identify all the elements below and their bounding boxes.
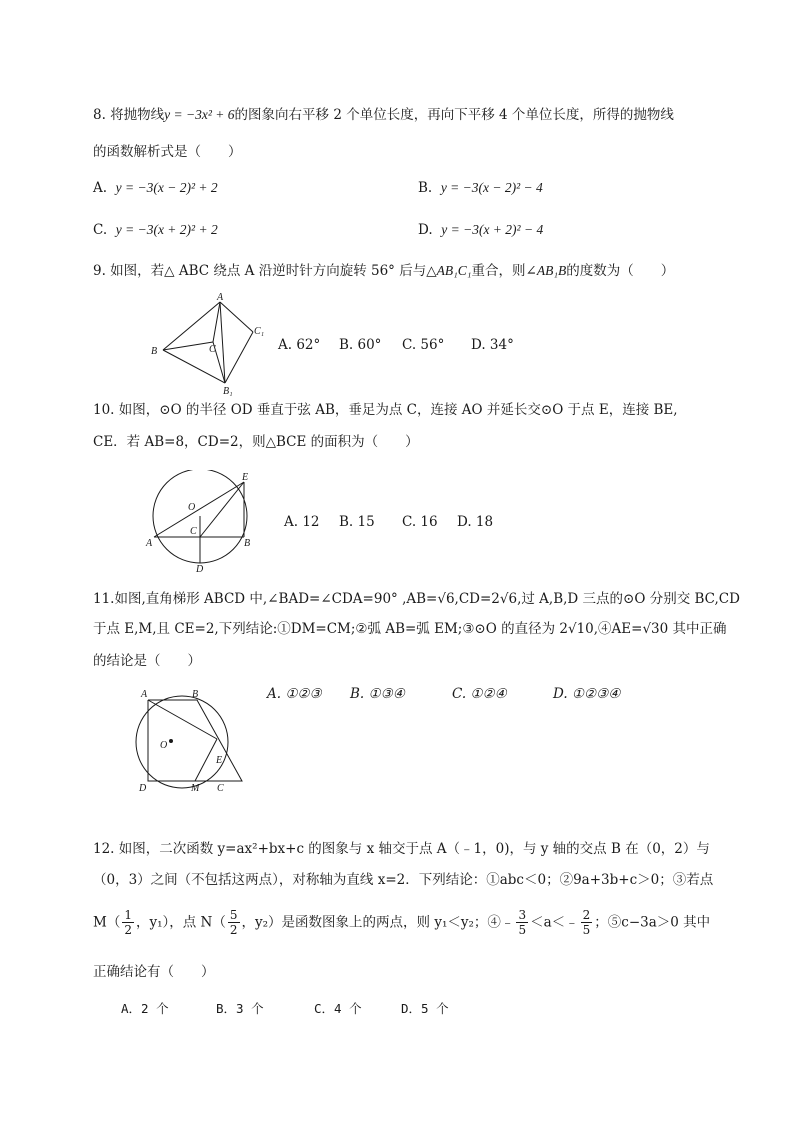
q11-option-c: C. ①②④ <box>452 686 507 702</box>
label-e: E <box>242 472 249 483</box>
q10-option-a: A. 12 <box>284 514 320 530</box>
q12-n-point: ，y₁），点 N（ <box>135 914 226 931</box>
option-letter: A. <box>93 180 108 196</box>
q8-option-b <box>418 180 543 196</box>
q8-option-a <box>93 180 218 196</box>
label-o: O <box>160 740 168 751</box>
q12-fraction: $\frac{3}{5}$ <box>518 908 527 938</box>
label-b: B <box>244 538 251 549</box>
option-letter: C. <box>93 222 108 238</box>
q12-line1: 12. 如图，二次函数 y=ax²+bx+c 的图象与 x 轴交于点 A（﹣1，0)，与 y 轴的交点 B 在（0，2）与 <box>93 841 710 857</box>
label-c: C <box>209 344 216 355</box>
label-a: A <box>141 689 148 700</box>
q12-line4: 正确结论有（ ） <box>93 964 215 980</box>
label-m: M <box>191 783 200 794</box>
q8-text-start: 8. 将抛物线 <box>93 107 165 123</box>
label-c1: C₁ <box>254 326 265 337</box>
q10-option-c: C. 16 <box>402 514 438 530</box>
label-d: D <box>139 783 147 794</box>
q8-option-d <box>418 222 543 238</box>
q10-line1: 10. 如图，⊙O 的半径 OD 垂直于弦 AB，垂足为点 C，连接 AO 并延长交⊙O 于点 E，连接 BE, <box>93 402 678 418</box>
q9-triangle: △AB₁C₁ <box>426 263 472 278</box>
q8-option-c <box>93 222 218 238</box>
q11-line1: 11.如图,直角梯形 ABCD 中,∠BAD=∠CDA=90° ,AB=√6,CD=2√6,过 A,B,D 三点的⊙O 分别交 BC,CD <box>93 591 740 607</box>
q9-text-c: 的度数为（ ） <box>566 263 675 279</box>
q12-option-c: C．4 个 <box>314 1001 362 1016</box>
q12-fraction: $\frac{1}{2}$ <box>124 908 132 938</box>
q11-option-b: B. ①③④ <box>350 686 405 702</box>
q12-conclusion3: ，y₂）是函数图象上的两点，则 y₁＜y₂；④﹣ <box>241 914 515 931</box>
q11-figure <box>135 685 250 795</box>
label-e: E <box>216 755 223 766</box>
q12-option-b: B．3 个 <box>216 1001 264 1016</box>
q12-option-d: D．5 个 <box>401 1001 449 1016</box>
q9-figure <box>145 290 275 400</box>
label-b1: B₁ <box>223 386 233 397</box>
q10-line2: CE．若 AB=8，CD=2，则△BCE 的面积为（ ） <box>93 434 419 450</box>
label-o: O <box>188 502 196 513</box>
q8-line1 <box>93 108 674 123</box>
q8-text-end: 的图象向右平移 2 个单位长度，再向下平移 4 个单位长度，所得的抛物线 <box>234 107 674 123</box>
option-letter: D. <box>418 222 433 238</box>
label-a: A <box>146 538 153 549</box>
q9-option-c: C. 56° <box>402 337 445 353</box>
q8-line2: 的函数解析式是（ ） <box>93 144 242 160</box>
q12-line2: （0，3）之间（不包括这两点），对称轴为直线 x=2．下列结论：①abc＜0；②9a+3b+c＞0；③若点 <box>93 872 714 888</box>
label-c: C <box>217 783 224 794</box>
q9-line1 <box>93 264 674 279</box>
q10-option-d: D. 18 <box>457 514 494 530</box>
q12-conclusion5: ；⑤c−3a＞0 其中 <box>594 914 711 931</box>
q11-option-d: D. ①②③④ <box>553 686 621 702</box>
label-a: A <box>217 292 224 303</box>
q12-conclusion4: ＜a＜﹣ <box>530 914 579 931</box>
q10-figure <box>140 470 270 575</box>
q9-option-b: B. 60° <box>339 337 382 353</box>
q9-option-a: A. 62° <box>278 337 321 353</box>
q9-option-d: D. 34° <box>471 337 514 353</box>
q8-function: y = −3x² + 6 <box>164 107 235 122</box>
q11-line3: 的结论是（ ） <box>93 653 201 669</box>
option-text: y = −3(x + 2)² − 4 <box>441 222 544 237</box>
q12-m-point: M（ <box>93 914 121 931</box>
q11-option-a: A. ①②③ <box>267 686 322 702</box>
option-text: y = −3(x − 2)² − 4 <box>440 180 543 195</box>
option-text: y = −3(x + 2)² + 2 <box>115 222 218 237</box>
label-b: B <box>192 689 199 700</box>
label-d: D <box>196 564 204 575</box>
q12-fraction: $\frac{2}{5}$ <box>582 908 591 938</box>
q12-option-a: A．2 个 <box>121 1001 169 1016</box>
q10-option-b: B. 15 <box>339 514 375 530</box>
option-letter: B. <box>418 180 433 196</box>
label-b: B <box>151 346 158 357</box>
option-text: y = −3(x − 2)² + 2 <box>115 180 218 195</box>
label-c: C <box>190 526 197 537</box>
q9-angle: ∠AB₁B <box>525 263 567 278</box>
q9-text-a: 9. 如图，若△ ABC 绕点 A 沿逆时针方向旋转 56° 后与 <box>93 263 427 279</box>
q12-line3 <box>93 908 710 938</box>
q9-text-b: 重合，则 <box>471 263 526 279</box>
q11-line2: 于点 E,M,且 CE=2,下列结论:①DM=CM;②弧 AB=弧 EM;③⊙O 的直径为 2√10,④AE=√30 其中正确 <box>93 621 727 637</box>
q12-fraction: $\frac{5}{2}$ <box>229 908 238 938</box>
